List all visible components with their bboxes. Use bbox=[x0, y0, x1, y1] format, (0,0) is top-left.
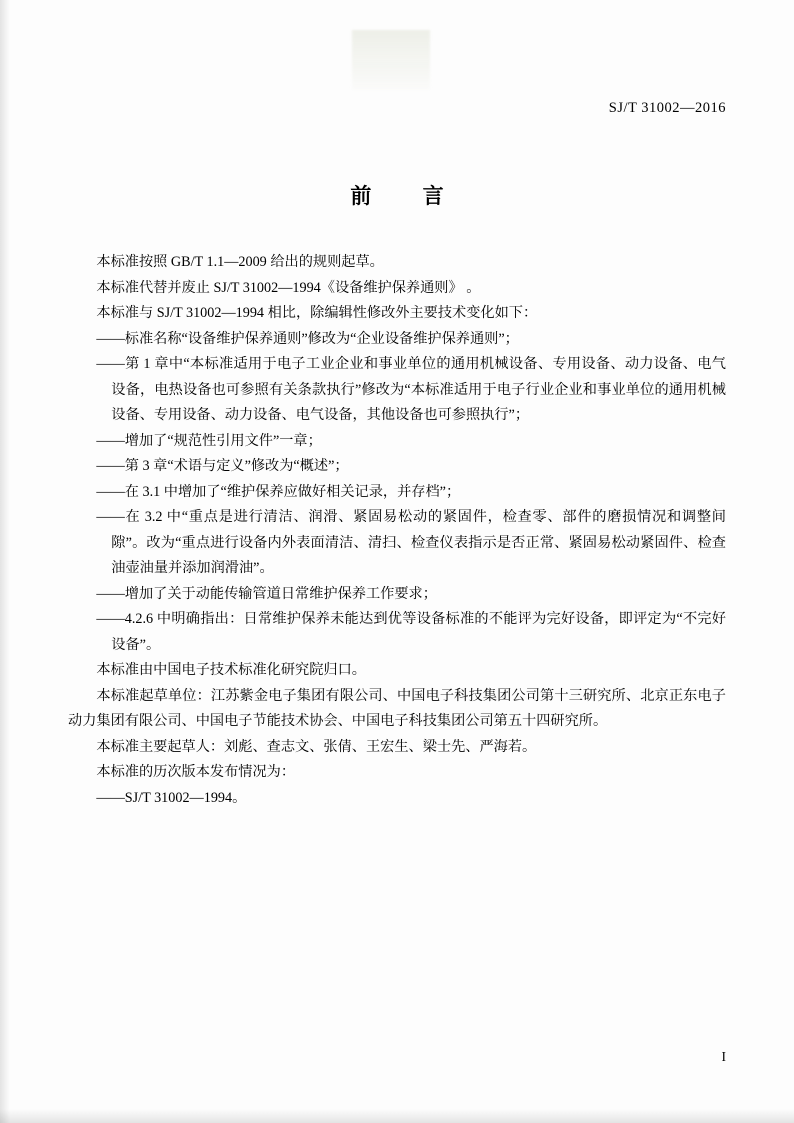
foreword-list-item: ——第 1 章中“本标准适用于电子工业企业和事业单位的通用机械设备、专用设备、动力设备、电气设备，电热设备也可参照有关条款执行”修改为“本标准适用于电子行业企业和事业单位的通用机械设备、专用设备、动力设备、电气设备，其他设备也可参照执行”； bbox=[96, 356, 726, 423]
foreword-paragraph: 本标准按照 GB/T 1.1—2009 给出的规则起草。 bbox=[96, 254, 384, 270]
foreword-paragraph: 本标准代替并废止 SJ/T 31002—1994《设备维护保养通则》 。 bbox=[96, 279, 481, 296]
foreword-list-item: ——在 3.2 中“重点是进行清洁、润滑、紧固易松动的紧固件，检查零、部件的磨损情况和调整间隙”。改为“重点进行设备内外表面清洁、清扫、检查仪表指示是否正常、紧固易松动紧固件、检查油壶油量并添加润滑油”。 bbox=[96, 509, 726, 576]
foreword-paragraph: 本标准起草单位：江苏紫金电子集团有限公司、中国电子科技集团公司第十三研究所、北京正东电子动力集团有限公司、中国电子节能技术协会、中国电子科技集团公司第五十四研究所。 bbox=[68, 687, 726, 729]
scan-artifact bbox=[352, 30, 430, 90]
scan-edge-shadow-left bbox=[0, 0, 10, 1123]
foreword-paragraph: 本标准主要起草人：刘彪、查志文、张倩、王宏生、梁士先、严海若。 bbox=[96, 738, 537, 755]
foreword-list-item: ——标准名称“设备维护保养通则”修改为“企业设备维护保养通则”； bbox=[96, 330, 519, 347]
foreword-list-item: ——第 3 章“术语与定义”修改为“概述”； bbox=[96, 458, 349, 474]
standard-number-header: SJ/T 31002—2016 bbox=[608, 100, 726, 116]
foreword-paragraph: 本标准与 SJ/T 31002—1994 相比，除编辑性修改外主要技术变化如下： bbox=[96, 305, 538, 321]
foreword-list-item: ——增加了“规范性引用文件”一章； bbox=[96, 432, 322, 449]
foreword-paragraph: 本标准由中国电子技术标准化研究院归口。 bbox=[96, 662, 366, 678]
page-number: I bbox=[721, 1049, 726, 1064]
foreword-list-item: ——在 3.1 中增加了“维护保养应做好相关记录，并存档”； bbox=[96, 483, 461, 500]
foreword-list-item: ——SJ/T 31002—1994。 bbox=[96, 789, 247, 806]
page-title: 前 言 bbox=[350, 184, 466, 208]
foreword-list-item: ——4.2.6 中明确指出：日常维护保养未能达到优等设备标准的不能评为完好设备，即评定为“不完好设备”。 bbox=[96, 611, 726, 653]
foreword-body bbox=[68, 250, 726, 811]
foreword-paragraph: 本标准的历次版本发布情况为： bbox=[96, 764, 296, 780]
foreword-list-item: ——增加了关于动能传输管道日常维护保养工作要求； bbox=[96, 585, 437, 602]
scan-edge-shadow-bottom bbox=[0, 1109, 794, 1123]
